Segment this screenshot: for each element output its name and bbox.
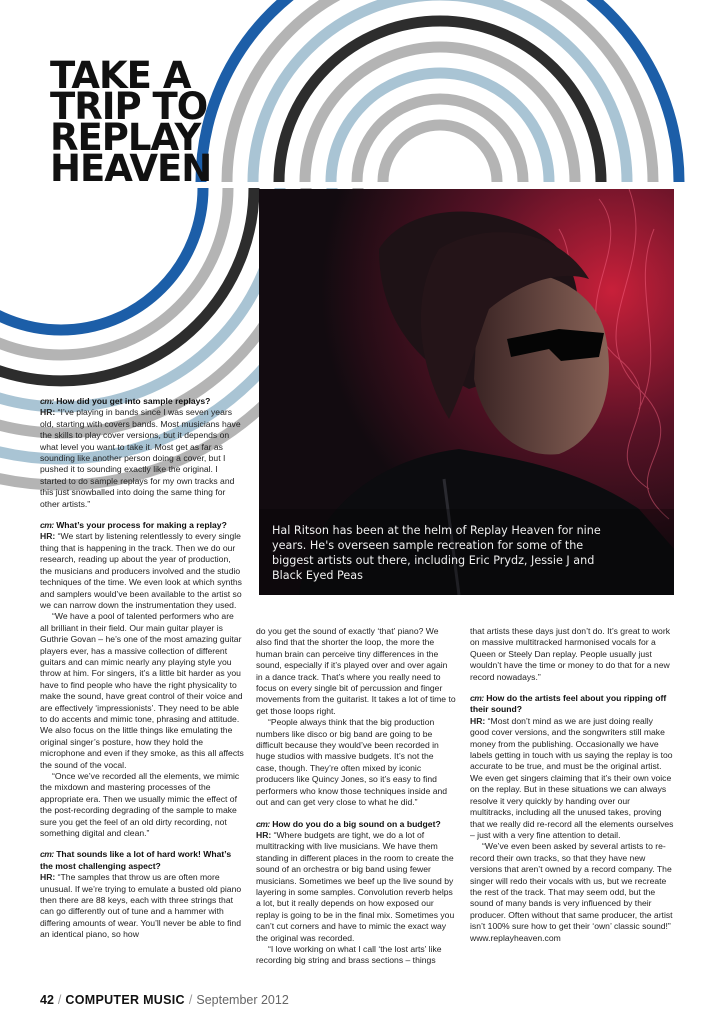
cm-label: cm: [40,849,54,860]
article-column-1 [40,396,244,941]
issue-date: September 2012 [196,993,289,1007]
article-column-3 [470,626,674,944]
answer-text: “Most don’t mind as we are just doing really good cover versions, and the songwriters still make money from the publishing. Occasionally we have labels getting in touch with us saying the replay is too accurate to be true, and must be the original artist. We even get singers claiming that it’s their own voice on the replay. But in these situations we can always resolve it very quickly by handing over our multitracks, including all the unused takes, proving that we really did re-record all the elements ourselves – just with a very fine attention to detail. [470,715,674,840]
photo-caption: Hal Ritson has been at the helm of Replay Heaven for nine years. He's overseen sample recreation for some of the biggest artists out there, including Eric Prydz, Jessie J and Black Eyed Peas [272,524,601,582]
page-footer [40,993,289,1007]
answer-text: “I’ve playing in bands since I was seven years old, starting with covers bands. Most musicians have the skills to play cover versions, but it depends on what level you want to take it. Most get as far as sounding like another person doing a cover, but I pushed it to sounding exactly like the original. I started to do sample replays for my own tracks and this just snowballed into doing the same thing for other artists.” [40,407,241,509]
question-text: That sounds like a lot of hard work! What’s the most challenging aspect? [40,849,232,871]
paragraph: that artists these days just don’t do. It’s great to work on massive multitracked harmonised vocals for a Queen or Steely Dan replay. People usually just wouldn’t have the time or money to do that for a new record nowadays.” [470,626,670,682]
magazine-name: COMPUTER MUSIC [65,993,185,1007]
cm-label: cm: [40,520,54,531]
question [40,849,244,872]
question [256,819,456,830]
headline-line-3: REPLAY [50,116,201,159]
paragraph: “I love working on what I call ‘the lost arts’ like recording big string and brass sections – things [256,943,442,966]
paragraph: “Once we’ve recorded all the elements, we mimic the mixdown and mastering processes of the appropriate era. Then we usually mimic the effect of the post-recording degrading of the sample to make sure you get the feel of an old dirty recording, not something digital and clean.” [40,771,240,839]
page-number: 42 [40,993,54,1007]
question-text: What’s your process for making a replay? [56,520,227,531]
question [470,693,674,716]
hr-label: HR: [470,715,486,726]
answer-text: “The samples that throw us are often more unusual. If we’re trying to emulate a busted old piano then there are 88 keys, each with three strings that can go differently out of tune and a hammer with differing amounts of wear. You’ll never be able to find an identical piano, so how [40,872,242,940]
hr-label: HR: [40,407,56,418]
headline-line-4: HEAVEN [50,147,212,190]
answer [40,531,244,611]
website-url[interactable]: www.replayheaven.com [470,932,561,943]
question [40,520,244,531]
answer [40,872,244,940]
paragraph: “We have a pool of talented performers who are all brilliant in their field. Our main guitar player is Guthrie Govan – he’s one of the most amazing guitar players ever, has a massive collection of different guitars and can mimic nearly any playing style you throw at him. For singers, it’s a little bit harder as you have to find people who have the right physicality to make the sound, have great control of their voice and are effectively ‘impressionists’. They need to be able to do accents and mimic tone, phrasing and attitude. We also focus on the little things like emulating the original singer’s posture, how they hold the microphone and even if they smoke, as this all affects the sound of the vocal. [40,611,244,770]
answer [256,830,456,944]
paragraph: “We’ve even been asked by several artists to re-record their own tracks, so that they have new versions that aren’t owned by a record company. The singer will redo their vocals with us, but we recreate the rest of the track. That may seem odd, but the sound of many bands is very influenced by their producer. Often without that same producer, the artist isn’t 100% sure how to get their ‘own’ classic sound!” [470,841,673,932]
answer-text: “We start by listening relentlessly to every single thing that is happening in the track. Then we do our research, reading up about the year of production, the musicians and producers involved and the studio techniques of the time. We even look at which synths and samplers would’ve been available to the artist so we can narrow down the instrumentation they used. [40,531,242,610]
hr-label: HR: [256,829,272,840]
hr-label: HR: [40,531,56,542]
cm-label: cm: [470,693,484,704]
answer [40,407,244,510]
headline-line-2: TRIP TO [50,85,208,128]
hr-label: HR: [40,872,56,883]
question-text: How did you get into sample replays? [56,396,211,406]
footer-divider: / [188,993,193,1007]
footer-divider: / [57,993,62,1007]
answer-text: “Where budgets are tight, we do a lot of multitracking with live musicians. We have them standing in different places in the room to create the sound of an orchestra or big band using fewer musicians. Sometimes we beef up the live sound by layering in some samples. Convolution reverb helps a lot, but it really depends on how exposed our replay is going to be in the final mix. Sometimes you can’t cut corners and have to mimic the exact way the original was recorded. [256,829,455,943]
paragraph: “People always think that the big production numbers like disco or big band are going to be difficult because they would’ve been recorded in huge studios with massive budgets. It’s not the case, though. They’re often mixed by iconic producers like Quincy Jones, so it’s easy to find performers who know those techniques inside and out and can get very close to what he did.” [256,717,448,808]
cm-label: cm: [40,396,54,406]
headline-line-1: TAKE A [50,54,191,97]
article-column-2 [256,626,456,967]
answer [470,716,674,841]
cm-label: cm: [256,818,270,829]
headline [50,54,220,190]
question-text: How do you do a big sound on a budget? [272,818,441,829]
paragraph: do you get the sound of exactly ‘that’ piano? We also find that the shorter the loop, the more the human brain can perceive tiny differences in the sound, especially if it’s played over and over again in a dance track. That’s where you really need to focus on every single bit of percussion and finger movements from the guitarist. It takes a lot of time to get those loops right. [256,626,456,716]
question [40,396,244,407]
question-text: How do the artists feel about you ripping off their sound? [470,693,667,715]
